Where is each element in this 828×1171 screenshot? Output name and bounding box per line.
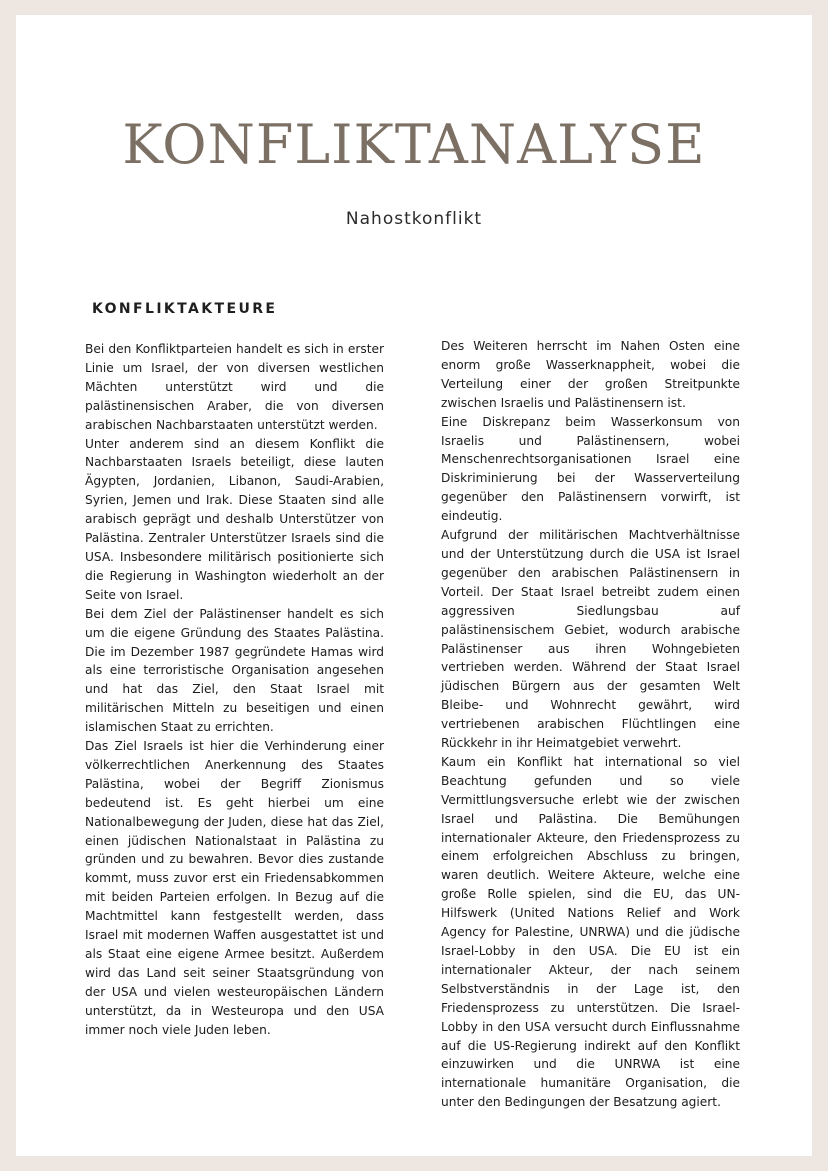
paragraph: Kaum ein Konflikt hat international so viel Beachtung gefunden und so viele Vermittlungsversuche erlebt wie der zwischen Israel und Palästina. Die Bemühungen internationaler Akteure, den Friedensprozess zu einem erfolgreichen Abschluss zu bringen, waren deutlich. Weitere Akteure, welche eine große Rolle spielen, sind die EU, das UN-Hilfswerk (United Nations Relief and Work Agency for Palestine, UNRWA) und die jüdische Israel-Lobby in den USA. Die EU ist ein internationaler Akteur, der nach seinem Selbstverständnis in der Lage ist, den Friedensprozess zu unterstützen. Die Israel-Lobby in den USA versucht durch Einflussnahme auf die US-Regierung indirekt auf den Konflikt einzuwirken und die UNRWA ist eine internationale humanitäre Organisation, die unter den Bedingungen der Besatzung agiert. <box>441 754 740 1110</box>
right-text-column <box>441 337 740 1112</box>
paragraph: Unter anderem sind an diesem Konflikt die Nachbarstaaten Israels beteiligt, diese lauten Ägypten, Jordanien, Libanon, Saudi-Arabien, Syrien, Jemen und Irak. Diese Staaten sind alle arabisch geprägt und deshalb Unterstützer von Palästina. Zentraler Unterstützer Israels sind die USA. Insbesondere militärisch positionierte sich die Regierung in Washington wiederholt an der Seite von Israel. <box>85 436 384 602</box>
paragraph: Eine Diskrepanz beim Wasserkonsum von Israelis und Palästinensern, wobei Menschenrechtsorganisationen Israel eine Diskriminierung bei der Wasserverteilung gegenüber den Palästinensern vorwirft, ist eindeutig. <box>441 414 740 524</box>
section-heading: KONFLIKTAKTEURE <box>92 301 278 317</box>
paragraph: Des Weiteren herrscht im Nahen Osten eine enorm große Wasserknappheit, wobei die Verteilung einer der großen Streitpunkte zwischen Israelis und Palästinensern ist. <box>441 339 740 410</box>
paragraph: Aufgrund der militärischen Machtverhältnisse und der Unterstützung durch die USA ist Israel gegenüber den arabischen Palästinensern in Vorteil. Der Staat Israel betreibt zudem einen aggressiven Siedlungsbau auf palästinensischem Gebiet, wodurch arabische Palästinenser aus ihren Wohngebieten vertrieben werden. Während der Staat Israel jüdischen Bürgern aus der gesamten Welt Bleibe- und Wohnrecht gewährt, wird vertriebenen arabischen Flüchtlingen eine Rückkehr in ihr Heimatgebiet verwehrt. <box>441 528 740 751</box>
paragraph: Bei dem Ziel der Palästinenser handelt es sich um die eigene Gründung des Staates Palästina. Die im Dezember 1987 gegründete Hamas wird als eine terroristische Organisation angesehen und hat das Ziel, den Staat Israel mit militärischen Mitteln zu beseitigen und einen islamischen Staat zu errichten. <box>85 606 384 735</box>
left-text-column <box>85 340 384 1040</box>
paragraph: Bei den Konfliktparteien handelt es sich in erster Linie um Israel, der von diversen westlichen Mächten unterstützt wird und die palästinensischen Araber, die von diversen arabischen Nachbarstaaten unterstützt werden. <box>85 342 384 432</box>
document-subtitle: Nahostkonflikt <box>345 209 483 229</box>
document-title: KONFLIKTANALYSE <box>122 113 706 176</box>
document-page <box>16 15 812 1156</box>
paragraph: Das Ziel Israels ist hier die Verhinderung einer völkerrechtlichen Anerkennung des Staates Palästina, wobei der Begriff Zionismus bedeutend ist. Es geht hierbei um eine Nationalbewegung der Juden, diese hat das Ziel, einen jüdischen Nationalstaat in Palästina zu gründen und zu bewahren. Bevor dies zustande kommt, muss zuvor erst ein Friedensabkommen mit beiden Parteien erfolgen. In Bezug auf die Machtmittel kann festgestellt werden, dass Israel mit modernen Waffen ausgestattet ist und als Staat eine eigene Armee besitzt. Außerdem wird das Land seit seiner Staatsgründung von der USA und vielen westeuropäischen Ländern unterstützt, da in Westeuropa und den USA immer noch viele Juden leben. <box>85 739 384 1037</box>
